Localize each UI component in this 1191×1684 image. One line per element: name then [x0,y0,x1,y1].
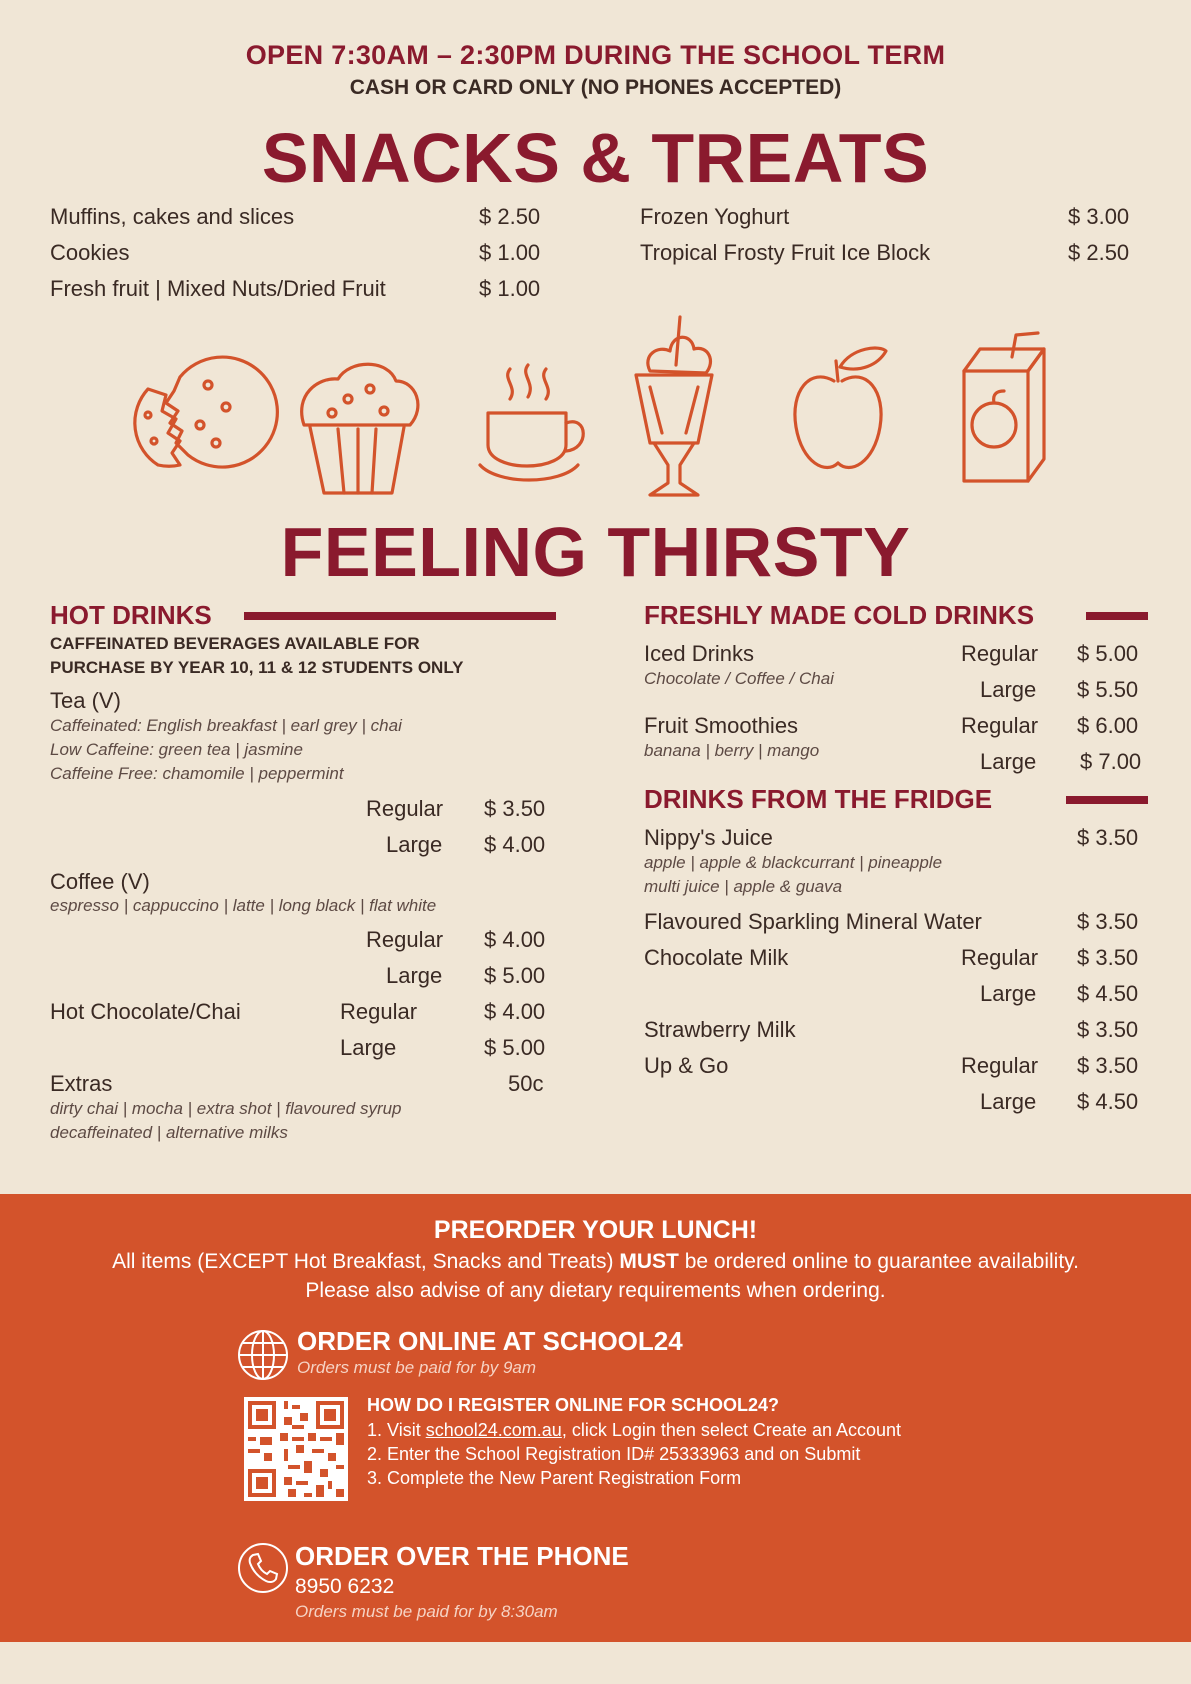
size-label: Large [980,677,1037,702]
tea-name: Tea (V) [50,688,121,713]
order-online-note: Orders must be paid for by 9am [297,1358,537,1377]
apple-icon [795,348,886,467]
fridge-drinks-heading: DRINKS FROM THE FRIDGE [644,784,993,814]
snacks-title: SNACKS & TREATS [261,119,930,197]
snack-item-price: $ 1.00 [479,240,541,265]
up-and-go-name: Up & Go [644,1053,729,1078]
size-label: Large [386,963,443,988]
order-online-heading: ORDER ONLINE AT SCHOOL24 [297,1326,683,1356]
size-label: Regular [366,796,444,821]
snack-item-name: Frozen Yoghurt [640,204,790,229]
size-label: Large [980,981,1037,1006]
extras-description: dirty chai | mocha | extra shot | flavoured syrup [50,1099,402,1118]
size-label: Large [340,1035,397,1060]
sparkling-water-name: Flavoured Sparkling Mineral Water [644,909,982,934]
cookie-icon [135,357,278,467]
snack-item-name: Cookies [50,240,130,265]
strawberry-milk-price: $ 3.50 [1077,1017,1139,1042]
tea-description: Low Caffeine: green tea | jasmine [50,740,303,759]
size-price: $ 3.50 [1077,945,1139,970]
hot-chocolate-name: Hot Chocolate/Chai [50,999,241,1024]
size-price: $ 5.00 [484,1035,546,1060]
snack-item-name: Tropical Frosty Fruit Ice Block [640,240,931,265]
register-step-1 [367,1420,901,1441]
size-price: $ 3.50 [484,796,546,821]
snack-item-name: Fresh fruit | Mixed Nuts/Dried Fruit [50,276,386,301]
muffin-icon [302,364,418,493]
size-label: Large [386,832,443,857]
preorder-title: PREORDER YOUR LUNCH! [433,1216,758,1244]
tea-description: Caffeine Free: chamomile | peppermint [50,764,344,783]
preorder-must: MUST [619,1250,679,1273]
iced-drinks-description: Chocolate / Coffee / Chai [644,669,834,688]
coffee-description: espresso | cappuccino | latte | long black | flat white [50,896,437,915]
size-price: $ 3.50 [1077,1053,1139,1078]
thirsty-title: FEELING THIRSTY [280,513,911,591]
size-label: Regular [961,713,1039,738]
section-rule [244,612,556,620]
chocolate-milk-name: Chocolate Milk [644,945,789,970]
tea-description: Caffeinated: English breakfast | earl grey | chai [50,716,402,735]
step-text: 1. Visit [367,1420,421,1440]
section-rule [1066,796,1148,804]
preorder-panel [0,1194,1191,1642]
juice-box-icon [964,333,1044,481]
size-label: Large [980,749,1037,774]
size-label: Regular [961,945,1039,970]
school24-link[interactable]: school24.com.au [425,1420,562,1440]
coffee-name: Coffee (V) [50,869,150,894]
extras-description: decaffeinated | alternative milks [50,1123,288,1142]
size-label: Regular [961,641,1039,666]
caffeine-note: PURCHASE BY YEAR 10, 11 & 12 STUDENTS ONLY [50,658,464,677]
smoothies-description: banana | berry | mango [644,741,820,760]
nippys-juice-price: $ 3.50 [1077,825,1139,850]
register-step-3: 3. Complete the New Parent Registration Form [367,1468,742,1488]
preorder-text: All items (EXCEPT Hot Breakfast, Snacks and Treats) [112,1250,614,1273]
size-price: $ 6.00 [1077,713,1139,738]
preorder-text: be ordered online to guarantee availability. [684,1250,1079,1273]
coffee-cup-icon [480,365,583,480]
snack-item-price: $ 1.00 [479,276,541,301]
order-phone-heading: ORDER OVER THE PHONE [295,1541,629,1571]
phone-icon [236,1541,290,1595]
qr-code[interactable] [244,1397,348,1501]
smoothies-name: Fruit Smoothies [644,713,799,738]
cold-drinks-heading: FRESHLY MADE COLD DRINKS [644,600,1035,630]
strawberry-milk-name: Strawberry Milk [644,1017,796,1042]
size-price: $ 4.50 [1077,981,1139,1006]
snack-item-price: $ 2.50 [479,204,541,229]
payment-note: CASH OR CARD ONLY (NO PHONES ACCEPTED) [349,76,842,99]
nippys-juice-description: apple | apple & blackcurrant | pineapple [644,853,943,872]
size-label: Regular [340,999,418,1024]
size-price: $ 5.00 [484,963,546,988]
section-rule [1086,612,1148,620]
food-icon-row [118,315,1068,505]
snack-item-name: Muffins, cakes and slices [50,204,295,229]
phone-number[interactable]: 8950 6232 [295,1575,395,1598]
register-heading: HOW DO I REGISTER ONLINE FOR SCHOOL24? [367,1395,780,1415]
nippys-juice-description: multi juice | apple & guava [644,877,843,896]
size-label: Regular [961,1053,1039,1078]
extras-price: 50c [508,1071,544,1096]
size-price: $ 5.50 [1077,677,1139,702]
size-price: $ 4.00 [484,832,546,857]
size-label: Large [980,1089,1037,1114]
step-text: , click Login then select Create an Account [561,1420,902,1440]
nippys-juice-name: Nippy's Juice [644,825,773,850]
preorder-instructions [0,1250,1191,1274]
extras-name: Extras [50,1071,113,1096]
hot-drinks-heading: HOT DRINKS [50,600,212,630]
milkshake-icon [636,317,712,495]
globe-icon [236,1328,290,1382]
size-price: $ 7.00 [1080,749,1142,774]
iced-drinks-name: Iced Drinks [644,641,755,666]
size-price: $ 4.00 [484,999,546,1024]
snack-item-price: $ 3.00 [1068,204,1130,229]
size-price: $ 4.00 [484,927,546,952]
caffeine-note: CAFFEINATED BEVERAGES AVAILABLE FOR [50,634,420,653]
sparkling-water-price: $ 3.50 [1077,909,1139,934]
opening-hours: OPEN 7:30AM – 2:30PM DURING THE SCHOOL TERM [245,40,946,70]
order-phone-note: Orders must be paid for by 8:30am [295,1602,558,1621]
size-price: $ 4.50 [1077,1089,1139,1114]
size-label: Regular [366,927,444,952]
register-step-2: 2. Enter the School Registration ID# 25333963 and on Submit [367,1444,861,1464]
dietary-note: Please also advise of any dietary requirements when ordering. [305,1279,886,1302]
snack-item-price: $ 2.50 [1068,240,1130,265]
size-price: $ 5.00 [1077,641,1139,666]
